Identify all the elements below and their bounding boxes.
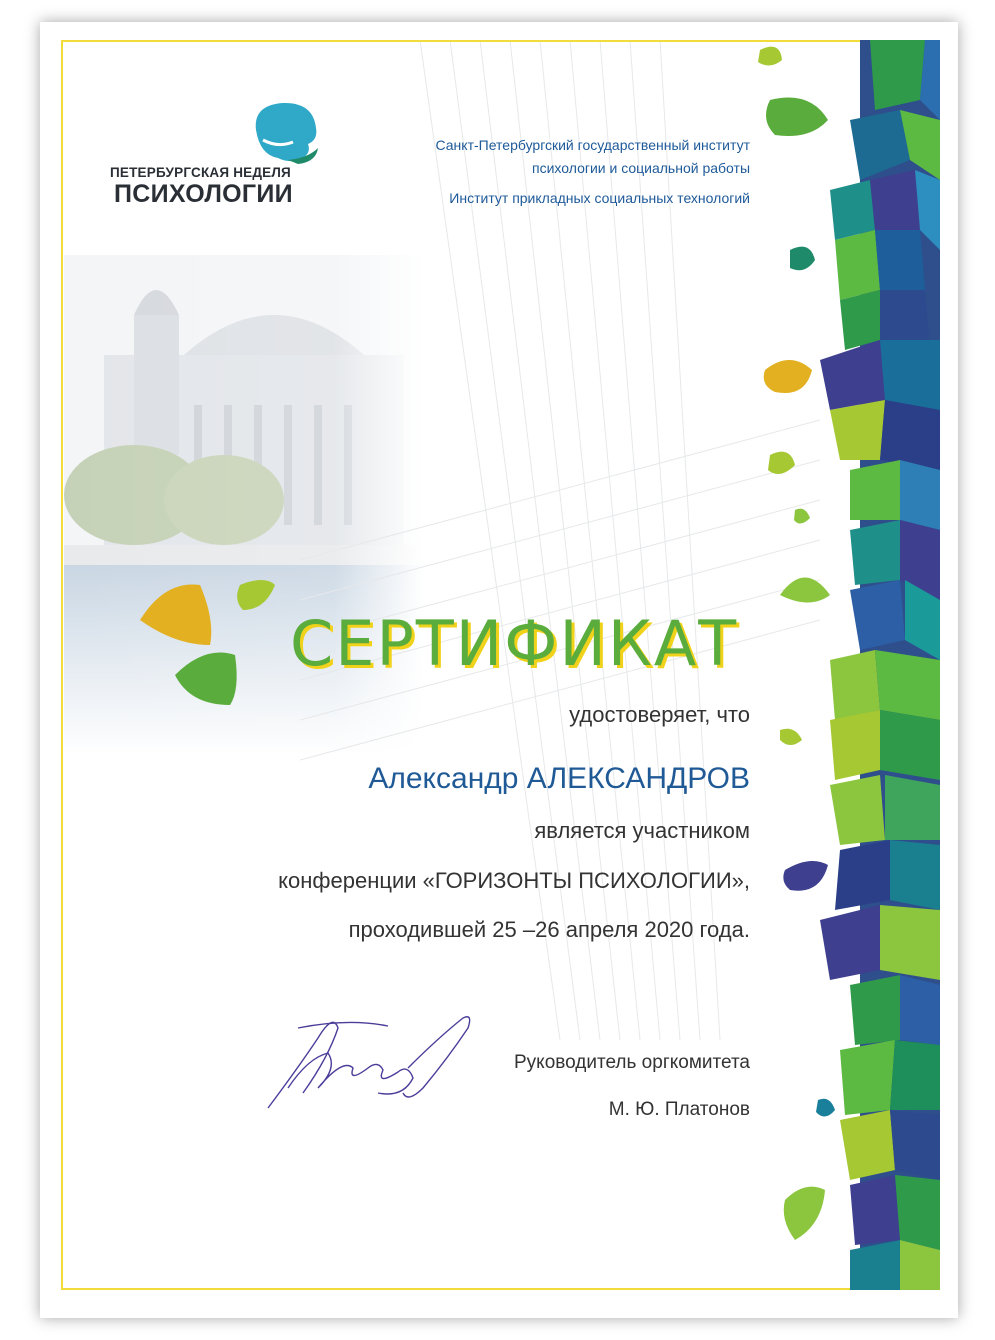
- conference-text: конференции «ГОРИЗОНТЫ ПСИХОЛОГИИ»,: [278, 868, 750, 893]
- signatory-name: М. Ю. Платонов: [608, 1099, 750, 1120]
- certifies-text: удостоверяет, что: [569, 702, 750, 727]
- decorative-mosaic: [750, 40, 940, 1290]
- certificate-title: СЕРТИФИКАТ: [290, 607, 739, 680]
- recipient-name: Александр АЛЕКСАНДРОВ: [368, 762, 750, 795]
- institution-line-2: психологии и социальной работы: [532, 160, 750, 176]
- head-silhouette-icon: [248, 100, 323, 165]
- event-logo: [110, 95, 310, 215]
- institution-line-3: Институт прикладных социальных технологий: [449, 190, 750, 206]
- logo-line-1: ПЕТЕРБУРГСКАЯ НЕДЕЛЯ: [110, 165, 291, 180]
- logo-line-2: ПСИХОЛОГИИ: [114, 180, 293, 208]
- signatory-role: Руководитель оргкомитета: [514, 1052, 750, 1073]
- dates-text: проходившей 25 –26 апреля 2020 года.: [348, 917, 750, 942]
- signature-image: [258, 998, 478, 1118]
- participant-text: является участником: [534, 818, 750, 843]
- institution-line-1: Санкт-Петербургский государственный институт: [435, 137, 750, 153]
- decorative-pebbles: [135, 575, 285, 710]
